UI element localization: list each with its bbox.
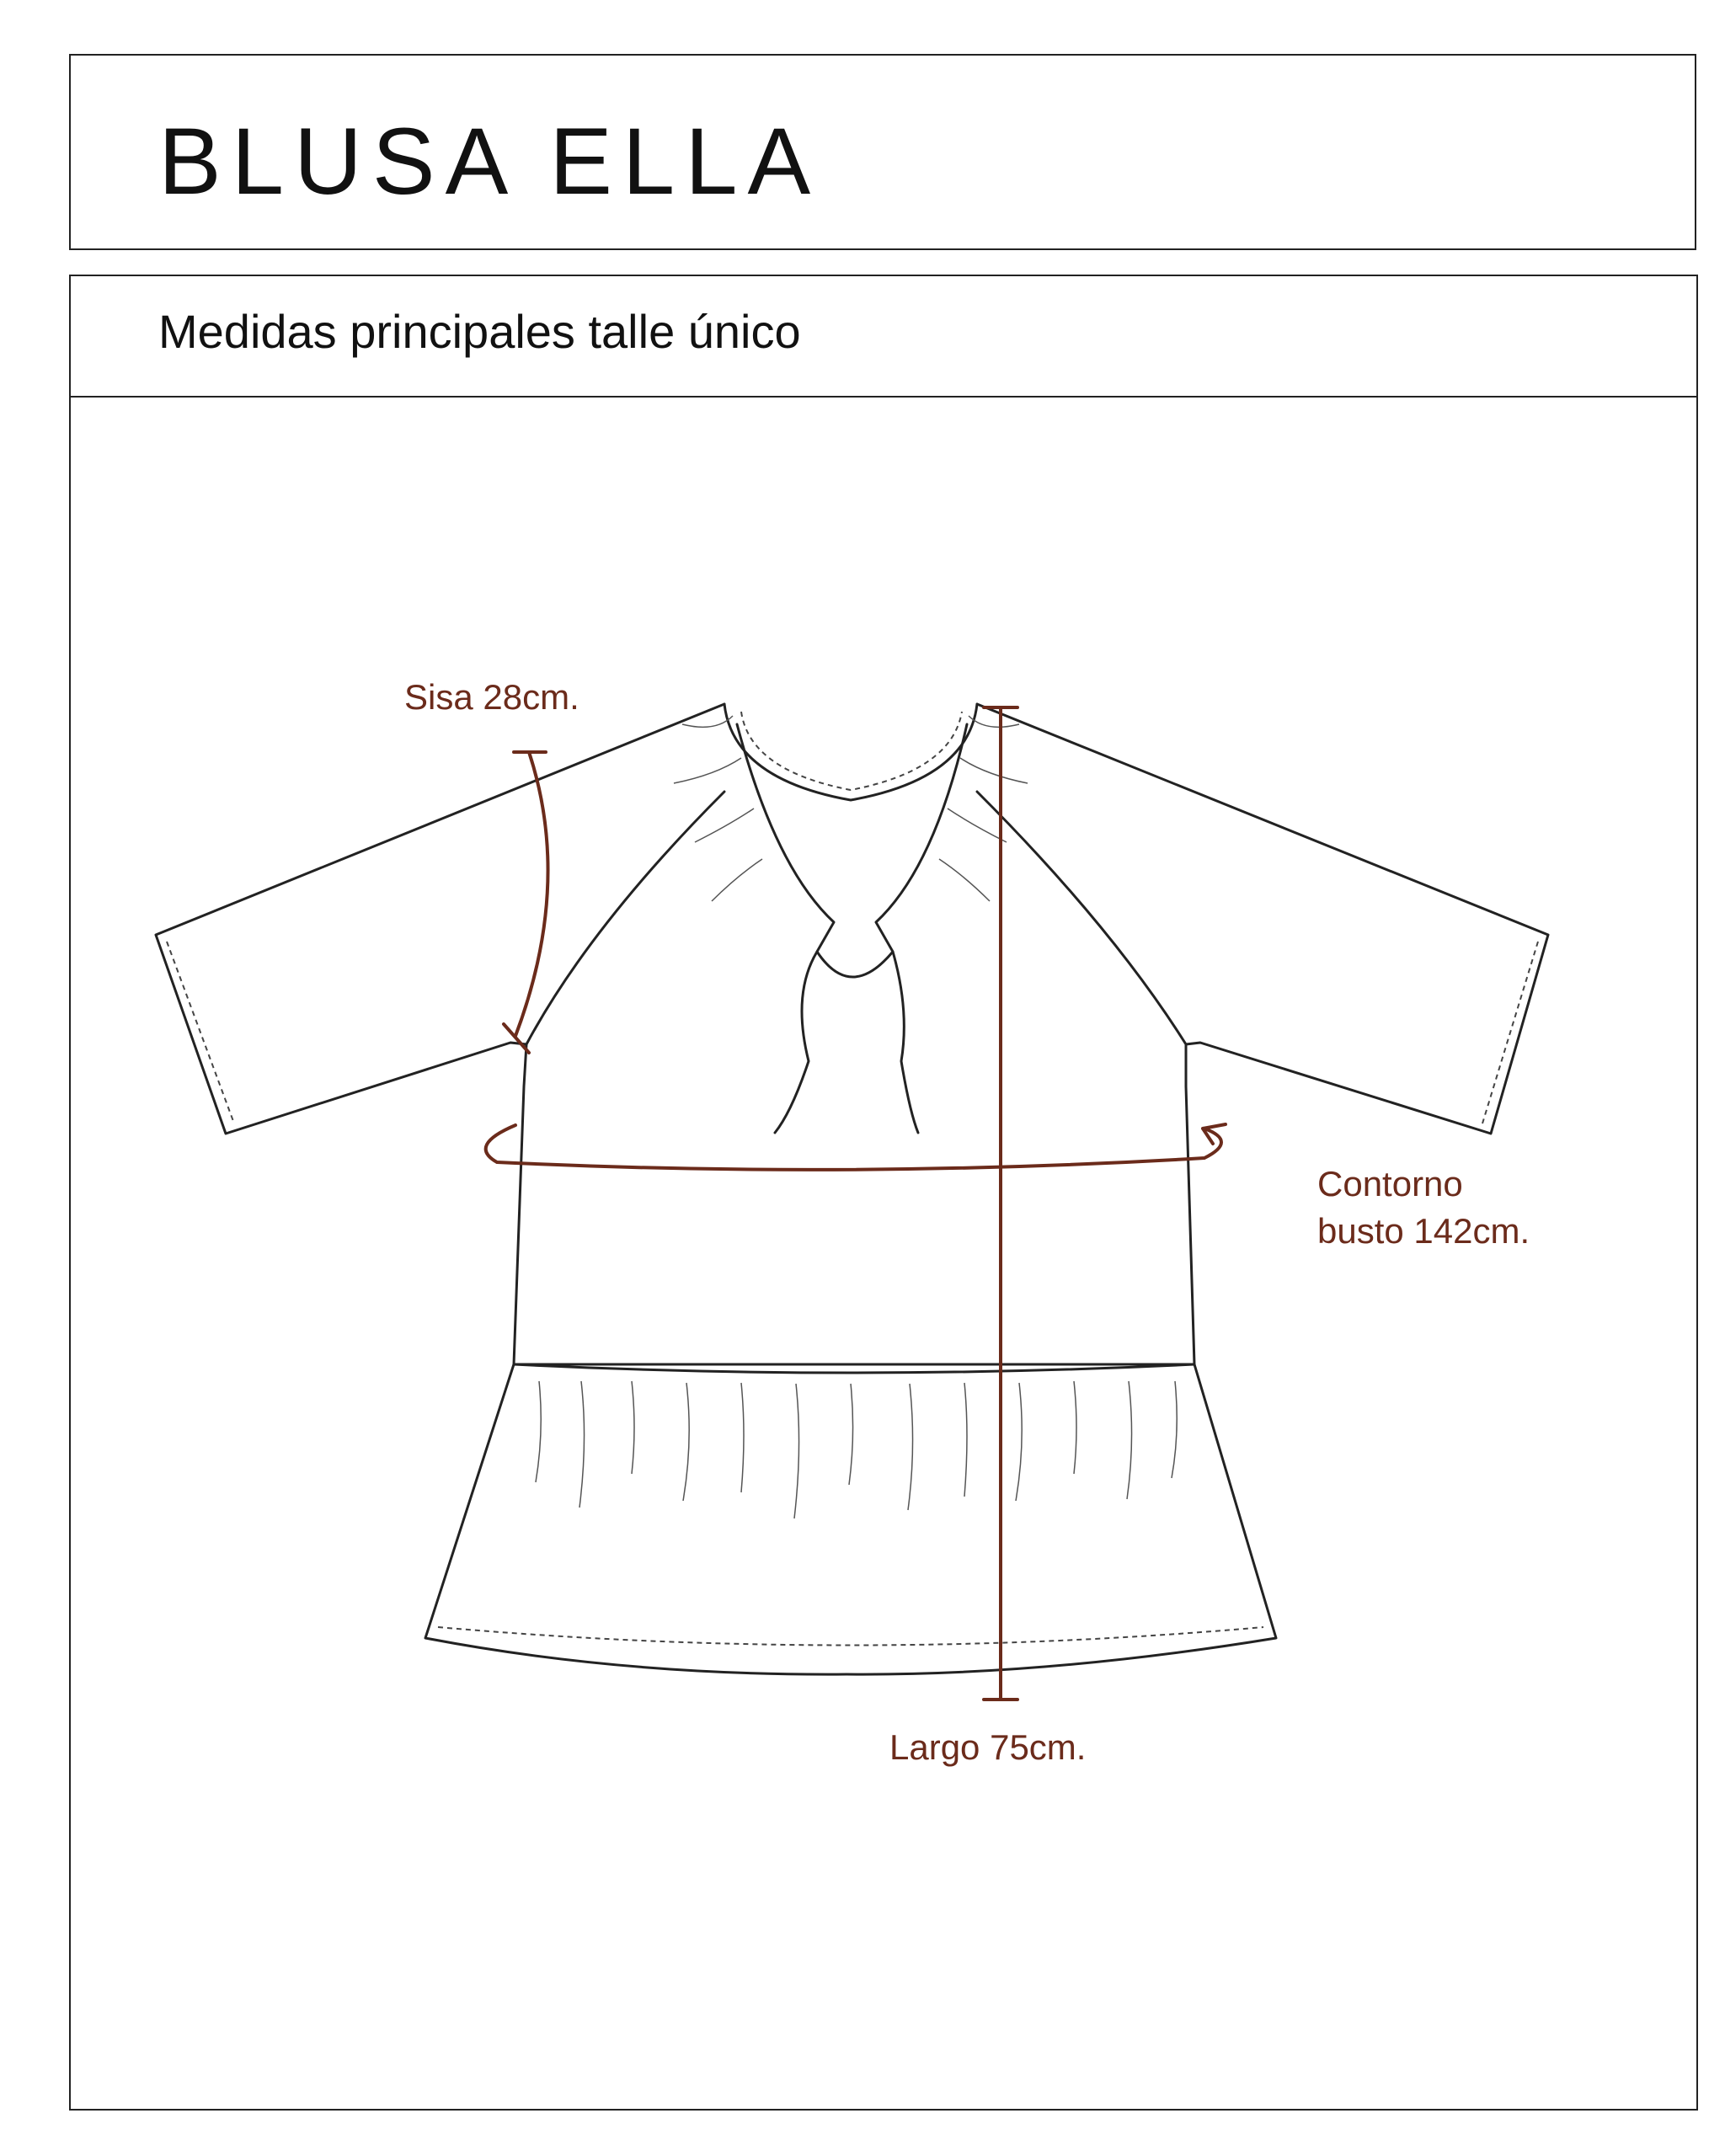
right-tie	[893, 952, 918, 1133]
peplum	[425, 1364, 1276, 1674]
gather-lines	[536, 716, 1177, 1518]
left-sleeve	[156, 704, 724, 1134]
right-sleeve	[977, 704, 1548, 1134]
contorno-label-line1: Contorno	[1317, 1164, 1463, 1203]
bodice	[514, 1044, 1194, 1364]
length-measure-line	[984, 707, 1017, 1700]
sisa-measure-line	[504, 752, 548, 1053]
sisa-label: Sisa 28cm.	[404, 677, 579, 717]
page-title: BLUSA ELLA	[158, 109, 821, 214]
bust-measure-line	[486, 1124, 1226, 1170]
neck-slit	[737, 724, 967, 977]
measurement-marks	[486, 707, 1226, 1700]
subtitle: Medidas principales talle único	[158, 305, 801, 358]
largo-label: Largo 75cm.	[889, 1727, 1087, 1767]
left-tie	[775, 952, 817, 1133]
contorno-label-line2: busto 142cm.	[1317, 1211, 1530, 1251]
